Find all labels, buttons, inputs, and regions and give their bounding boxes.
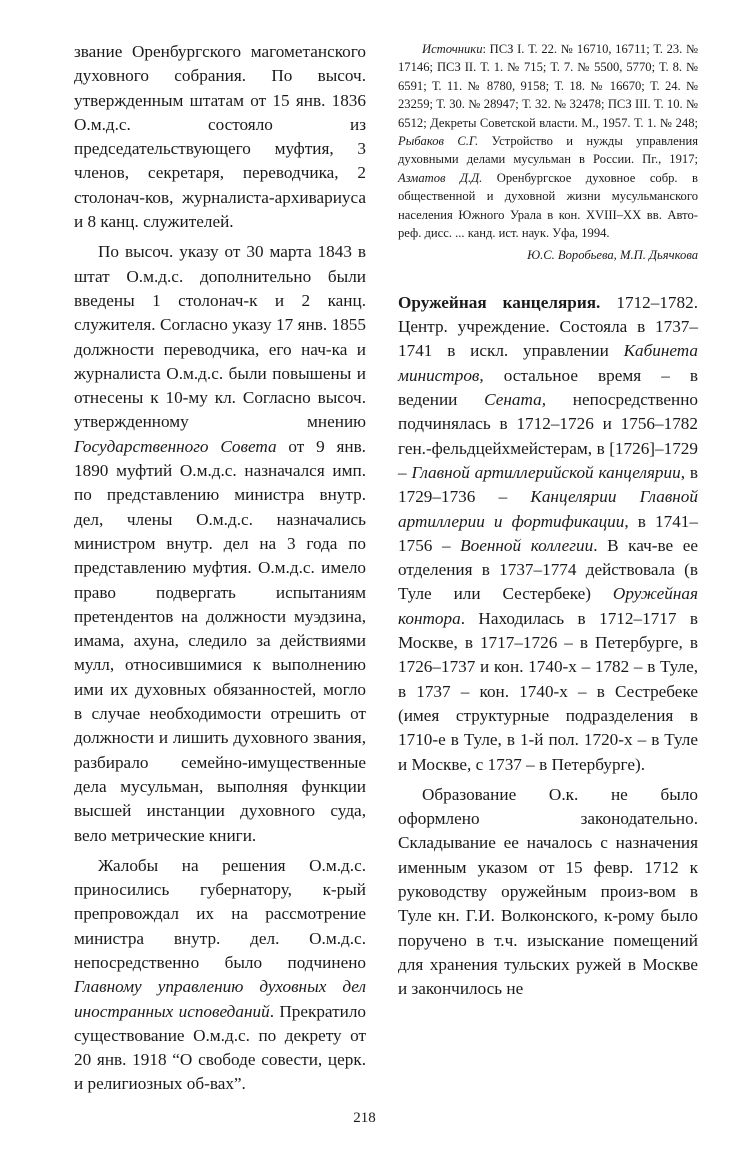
dictionary-entry: [398, 291, 698, 1002]
text: остальное время – в ведении: [398, 365, 698, 410]
text: : ПСЗ I. Т. 22. № 16710, 16711; Т. 23. № 17146; ПСЗ II. Т. 1. № 715; Т. 7. № 5500, 5770; Т. 8. № 6591; Т. 11. № 8780, 9158; Т. 18. № 16670; Т. 24. № 23259; Т. 30. № 28947; Т. 32. № 32478; ПСЗ III. Т. 10. № 6512; Декреты Советской власти. М., 1957. Т. 1. № 248;: [398, 42, 698, 130]
italic-reference: Оружейная контора: [398, 584, 698, 628]
text: Оренбургское духовное собр. в общественной и духовной жизни мусульманского населения Южного Урала в кон. XVIII–XX вв. Автореф. дисс. ... канд. ист. наук. Уфа, 1994.: [398, 170, 698, 241]
italic-reference: Канцелярии Главной артиллерии и фортификации: [398, 487, 698, 531]
text: . В кач-ве ее отделения в 1737–1774 действовала (в Туле или Сестербеке): [398, 535, 699, 604]
text: . Прекратило существование О.м.д.с. по декрету от 20 янв. 1918 “О свободе совести, церк. и религиозных об-вах”.: [74, 1001, 366, 1094]
text: Образование О.к. не было оформлено законодательно. Складывание ее началось с назначения именным указом от 15 февр. 1712 к руководству оружейным произ-вом в Туле кн. Г.И. Волконского, к-рому было поручено в т.ч. изыскание помещений для хранения тульских ружей в Москве и закончилось не: [398, 784, 698, 999]
entry-paragraph: [398, 783, 698, 1002]
text: Жалобы на решения О.м.д.с. приносились губернатору, к-рый препровождал их на рассмотрение министра внутр. дел. О.м.д.с. непосредственно было подчинено: [74, 855, 366, 972]
italic-reference: Сената,: [484, 390, 547, 410]
paragraph-decree-1843: [74, 240, 366, 847]
text: Устройство и нужды управления духовными делами мусульман в России. Пг., 1917;: [398, 134, 699, 167]
source-author: Азматов Д.Д.: [398, 170, 483, 185]
text: от 9 янв. 1890 муфтий О.м.д.с. назначался имп. по представлению министра внутр. дел, члены О.м.д.с. назначались министром внутр. дел на 3 года по представлению муфтия. О.м.д.с. имело право подвергать испытаниям претендентов на должности муэдзина, имама, ахуна, следило за действиями мулл, относившимися к выполнению ими их духовных обязанностей, могло в случае необходимости отрешить от должности и лишить духовного звания, разбирало семейно-имущественные дела мусульман, выполняя функции высшей инстанции духовного суда, вело метрические книги.: [74, 436, 366, 845]
text: 1712–1782. Центр. учреждение. Состояла в 1737–1741 в искл. управлении: [398, 292, 698, 361]
italic-reference: Главной артиллерийской канцелярии: [411, 462, 681, 482]
left-column: [74, 40, 366, 1097]
text: звание Оренбургского магометанского духовного собрания. По высоч. утвержденным штатам от 15 янв. 1836 О.м.д.с. состояло из председательствующего муфтия, 3 членов, секретаря, переводчика, 2 столонач-ков, журналиста-архивариуса и 8 канц. служителей.: [74, 42, 366, 232]
text: непосредственно подчинялась в 1712–1726 и 1756–1782 ген.-фельдцейхмейстерам, в [1726]–1729 –: [398, 390, 698, 482]
italic-reference: Государственного Совета: [74, 436, 277, 456]
page-number: 218: [353, 1110, 376, 1126]
article-authors: Ю.С. Воробьева, М.П. Дьячкова: [527, 248, 698, 263]
entry-headword: Оружейная канцелярия.: [398, 292, 601, 312]
italic-reference: Военной коллегии: [460, 535, 594, 555]
italic-reference: Главному управлению духовных дел иностранных исповеданий: [74, 977, 366, 1021]
text: . Находилась в 1712–1717 в Москве, в 1717–1726 – в Петербурге, в 1726–1737 и кон. 1740-х – 1782 – в Туле, в 1737 – кон. 1740-х – в Сестребеке (имея структурные подразделения в 1710-е в Туле, в 1-й пол. 1720-х – в Туле и Москве, с 1737 – в Петербурге).: [398, 608, 698, 774]
source-author: Рыбаков С.Г.: [398, 134, 479, 149]
paragraph-continuation: [74, 40, 366, 234]
text: По высоч. указу от 30 марта 1843 в штат О.м.д.с. дополнительно были введены 1 столонач-к и 2 канц. служителя. Согласно указу 17 янв. 1855 должности переводчика, его нач-ка и журналиста О.м.д.с. были повышены и отнесены к 10-му кл. Согласно высоч. утвержденному мнению: [74, 242, 366, 432]
sources-block: [398, 40, 698, 242]
sources-label: Источники: [422, 42, 483, 56]
italic-reference: Кабинета министров,: [398, 341, 698, 385]
text: , в 1741–1756 –: [398, 511, 698, 555]
right-column: [398, 40, 698, 1001]
entry-paragraph: [398, 291, 698, 777]
paragraph-complaints: [74, 854, 366, 1097]
text: , в 1729–1736 –: [398, 462, 698, 507]
